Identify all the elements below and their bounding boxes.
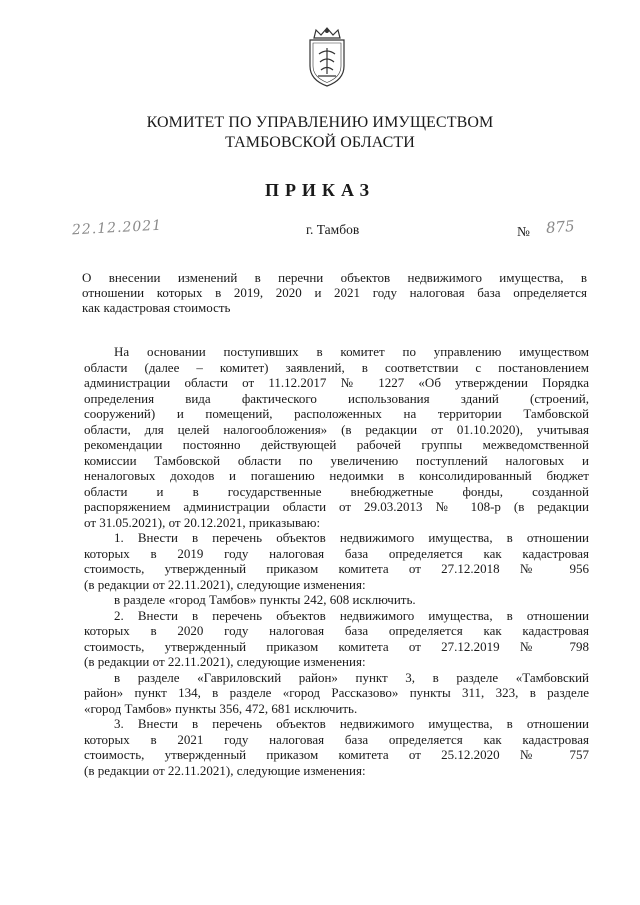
organization-region: ТАМБОВСКОЙ ОБЛАСТИ	[225, 134, 415, 151]
body-line: сооружений) и помещений, расположенных на территории Тамбовской	[84, 406, 589, 421]
organization-name: КОМИТЕТ ПО УПРАВЛЕНИЮ ИМУЩЕСТВОМ	[146, 114, 494, 131]
body-line: стоимость, утвержденный приказом комитета от 25.12.2020 № 757	[84, 747, 589, 762]
body-line: На основании поступивших в комитет по управлению имуществом	[114, 344, 589, 359]
body-line: (в редакции от 22.11.2021), следующие изменения:	[84, 576, 366, 592]
handwritten-date: 22.12.2021	[71, 217, 163, 239]
body-line: в разделе «город Тамбов» пункты 242, 608 исключить.	[114, 592, 416, 607]
subject-line: как кадастровая стоимость	[82, 300, 231, 315]
body-line: в разделе «Гавриловский район» пункт 3, в разделе «Тамбовский	[114, 669, 589, 685]
order-body	[84, 344, 589, 778]
document-title: ПРИКАЗ	[264, 180, 376, 200]
body-line: 3. Внести в перечень объектов недвижимого имущества, в отношении	[114, 716, 589, 731]
number-sign: №	[517, 224, 530, 239]
body-line: которых в 2021 году налоговая база определяется как кадастровая	[84, 731, 589, 747]
body-line: администрации области от 11.12.2017 № 1227 «Об утверждении Порядка	[84, 375, 589, 390]
body-line: определения вида фактического использования зданий (строений,	[84, 390, 589, 406]
body-line: (в редакции от 22.11.2021), следующие изменения:	[84, 654, 366, 669]
handwritten-number: 875	[545, 217, 576, 237]
order-subject	[82, 270, 587, 315]
body-line: от 31.05.2021), от 20.12.2021, приказываю:	[84, 514, 321, 530]
body-line: неналоговых доходов и погашению недоимки в консолидированный бюджет	[84, 468, 589, 483]
body-line: области, для целей налогообложения» (в редакции от 01.10.2020), учитывая	[84, 421, 589, 437]
subject-line: отношении которых в 2019, 2020 и 2021 году налоговая база определяется	[82, 285, 587, 300]
body-line: стоимость, утвержденный приказом комитета от 27.12.2018 № 956	[84, 561, 589, 576]
body-line: стоимость, утвержденный приказом комитета от 27.12.2019 № 798	[84, 638, 589, 654]
body-line: «город Тамбов» пункты 356, 472, 681 исключить.	[84, 700, 358, 716]
body-line: рекомендации постоянно действующей рабочей группы межведомственной	[84, 437, 589, 452]
body-line: 1. Внести в перечень объектов недвижимого имущества, в отношении	[114, 530, 589, 545]
body-line: распоряжением администрации области от 29.03.2013 № 108-р (в редакции	[84, 499, 589, 514]
coat-of-arms-icon	[304, 26, 350, 88]
body-line: комиссии Тамбовской области по увеличению поступлений налоговых и	[84, 452, 589, 468]
body-line: 2. Внести в перечень объектов недвижимого имущества, в отношении	[114, 607, 589, 623]
body-line: район» пункт 134, в разделе «город Рассказово» пункты 311, 323, в разделе	[84, 685, 589, 700]
body-line: которых в 2019 году налоговая база определяется как кадастровая	[84, 545, 589, 561]
body-line: области (далее – комитет) заявлений, в соответствии с постановлением	[84, 359, 589, 375]
subject-line: О внесении изменений в перечни объектов недвижимого имущества, в	[82, 270, 587, 285]
body-line: которых в 2020 году налоговая база определяется как кадастровая	[84, 623, 589, 638]
body-line: области и в государственные внебюджетные фонды, созданной	[84, 483, 589, 499]
city-label: г. Тамбов	[306, 222, 360, 237]
body-line: (в редакции от 22.11.2021), следующие изменения:	[84, 762, 366, 778]
